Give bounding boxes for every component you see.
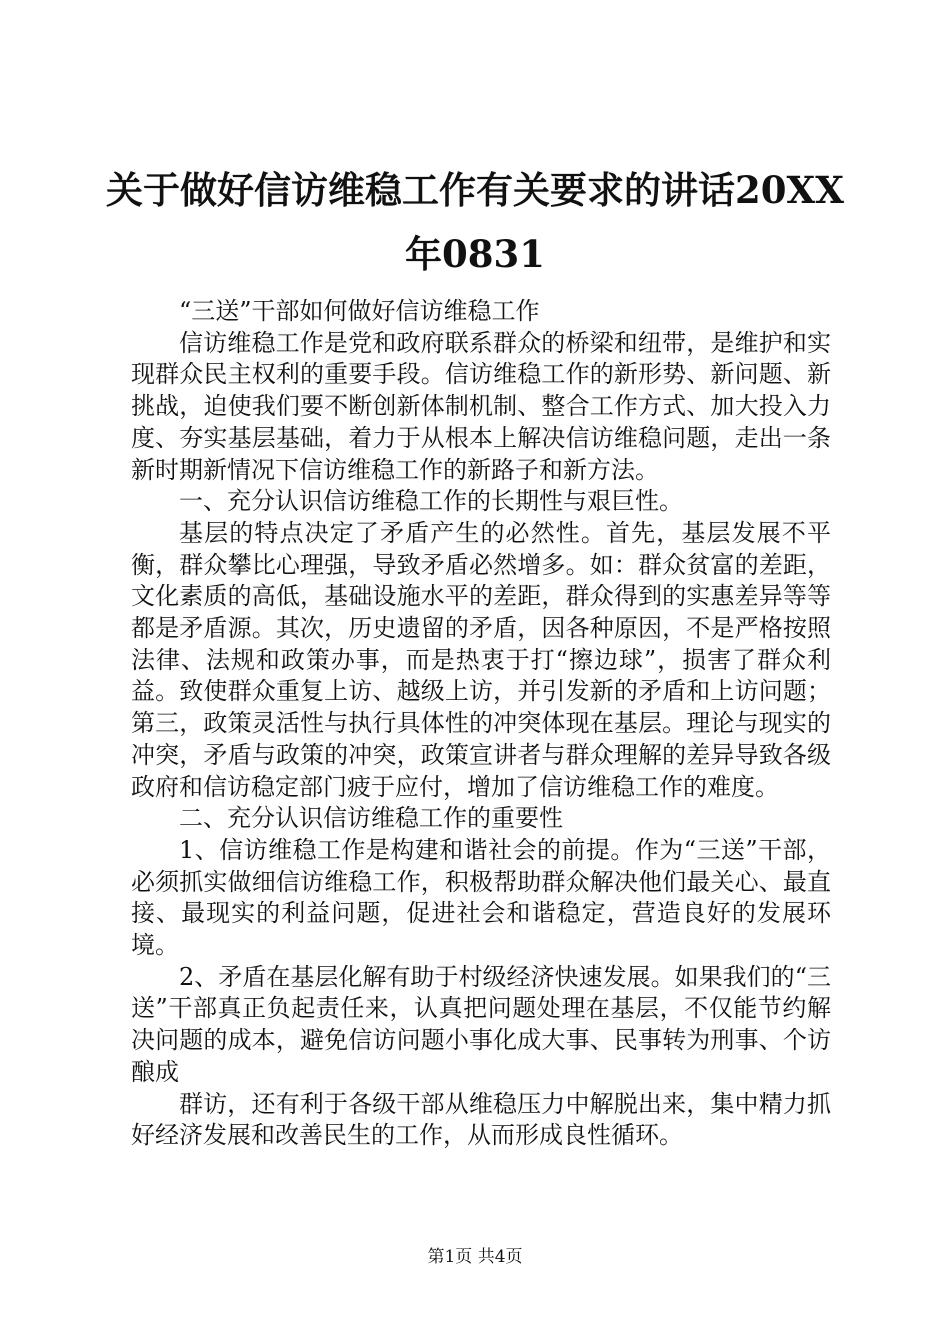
paragraph-subtitle: “三送”干部如何做好信访维稳工作 <box>179 297 540 325</box>
document-body <box>131 296 831 1152</box>
paragraph: 信访维稳工作是党和政府联系群众的桥梁和纽带，是维护和实现群众民主权利的重要手段。信访维稳工作的新形势、新问题、新挑战，迫使我们要不断创新体制机制、整合工作方式、加大投入力度、夯实基层基础，着力于从根本上解决信访维稳问题，走出一条新时期新情况下信访维稳工作的新路子和新方法。 <box>131 328 831 484</box>
paragraph: 群访，还有利于各级干部从维稳压力中解脱出来，集中精力抓好经济发展和改善民生的工作，从而形成良性循环。 <box>131 1089 831 1150</box>
paragraph: 2、矛盾在基层化解有助于村级经济快速发展。如果我们的“三送”干部真正负起责任来，认真把问题处理在基层，不仅能节约解决问题的成本，避免信访问题小事化成大事、民事转为刑事、个访酿成 <box>131 962 831 1086</box>
section-heading: 二、充分认识信访维稳工作的重要性 <box>179 804 563 833</box>
paragraph: 基层的特点决定了矛盾产生的必然性。首先，基层发展不平衡，群众攀比心理强，导致矛盾必然增多。如：群众贫富的差距，文化素质的高低，基础设施水平的差距，群众得到的实惠差异等等都是矛盾源。其次，历史遗留的矛盾，因各种原因，不是严格按照法律、法规和政策办事，而是热衷于打“擦边球”，损害了群众利益。致使群众重复上访、越级上访，并引发新的矛盾和上访问题；第三，政策灵活性与执行具体性的冲突体现在基层。理论与现实的冲突，矛盾与政策的冲突，政策宣讲者与群众理解的差异导致各级政府和信访稳定部门疲于应付，增加了信访维稳工作的难度。 <box>131 518 831 801</box>
paragraph: 1、信访维稳工作是构建和谐社会的前提。作为“三送”干部，必须抓实做细信访维稳工作，积极帮助群众解决他们最关心、最直接、最现实的利益问题，促进社会和谐稳定，营造良好的发展环境。 <box>131 835 831 960</box>
document-title: 关于做好信访维稳工作有关要求的讲话20XX年0831 <box>106 168 844 276</box>
page-footer: 第1页 共4页 <box>427 1247 523 1267</box>
section-heading: 一、充分认识信访维稳工作的长期性与艰巨性。 <box>179 487 683 516</box>
